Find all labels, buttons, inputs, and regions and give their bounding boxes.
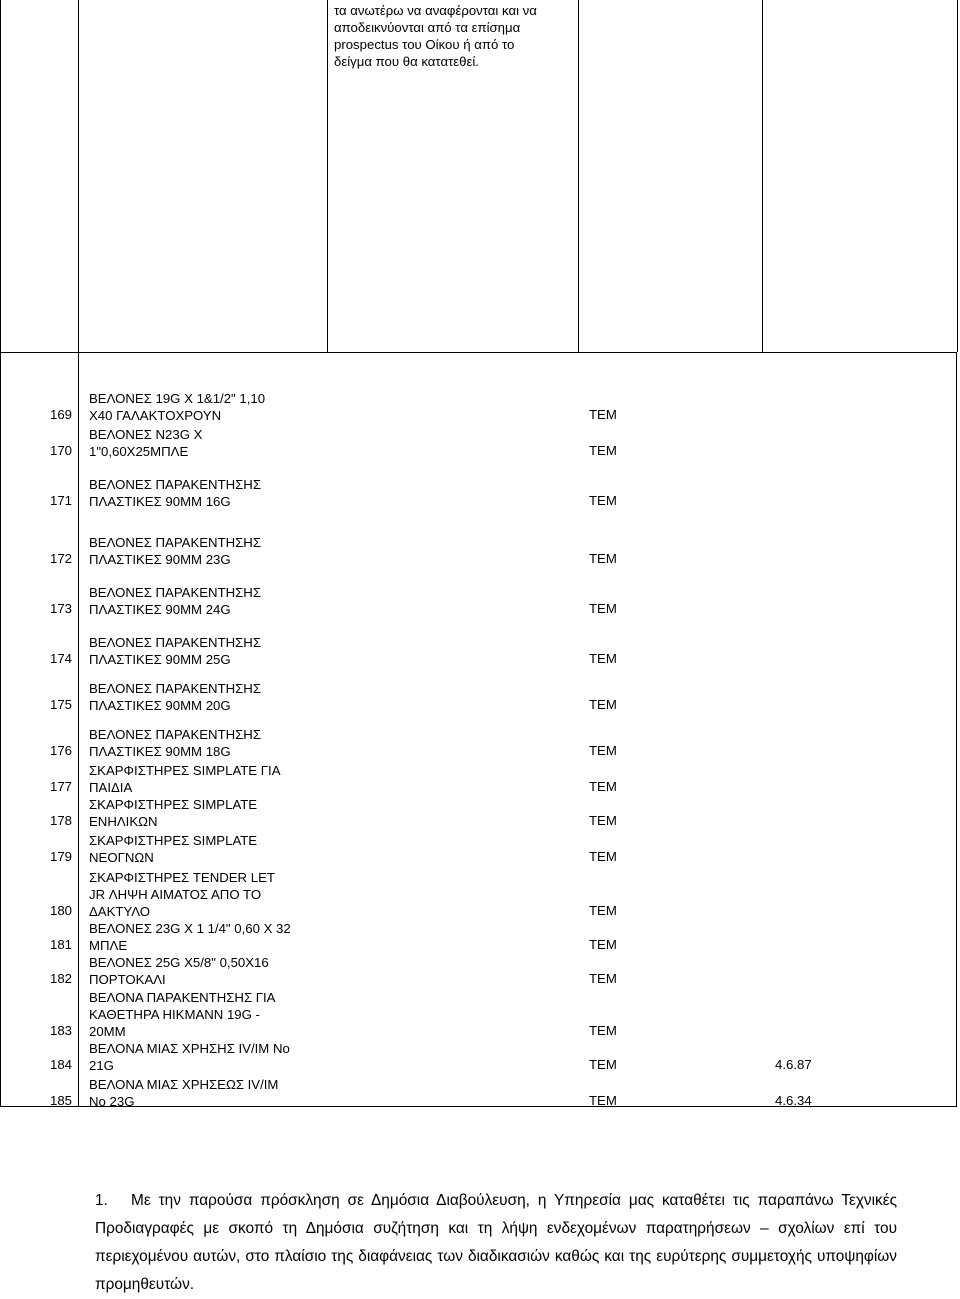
table-row — [0, 830, 957, 866]
row-unit: ΤΕΜ — [589, 651, 617, 666]
row-number: 183 — [49, 1023, 72, 1038]
row-description: ΒΕΛΟΝΕΣ ΠΑΡΑΚΕΝΤΗΣΗΣ ΠΛΑΣΤΙΚΕΣ 90ΜΜ 25G — [89, 635, 261, 667]
row-unit: ΤΕΜ — [589, 493, 617, 508]
table-row — [0, 920, 957, 954]
row-number: 169 — [49, 407, 72, 422]
row-number: 171 — [49, 493, 72, 508]
row-unit: ΤΕΜ — [589, 779, 617, 794]
row-unit: ΤΕΜ — [589, 1023, 617, 1038]
row-description: ΣΚΑΡΦΙΣΤΗΡΕΣ TENDER LET JR ΛΗΨΗ ΑΙΜΑΤΟΣ ΑΠΟ ΤΟ ΔΑΚΤΥΛΟ — [89, 870, 275, 919]
row-number: 178 — [49, 813, 72, 828]
row-description: ΒΕΛΟΝΕΣ ΠΑΡΑΚΕΝΤΗΣΗΣ ΠΛΑΣΤΙΚΕΣ 90ΜΜ 23G — [89, 535, 261, 567]
row-description: ΒΕΛΟΝΕΣ N23G X 1"0,60X25ΜΠΛΕ — [89, 427, 203, 459]
top-table-border-left — [0, 0, 1, 352]
table-row — [0, 796, 957, 830]
row-number: 175 — [49, 697, 72, 712]
top-table-continuation — [0, 0, 960, 352]
row-description: ΒΕΛΟΝΑ ΜΙΑΣ ΧΡΗΣΗΣ IV/IM No 21G — [89, 1041, 290, 1073]
row-unit: ΤΕΜ — [589, 1057, 617, 1072]
row-code: 4.6.34 — [775, 1093, 812, 1108]
row-number: 180 — [49, 903, 72, 918]
table-row — [0, 618, 957, 668]
row-unit: ΤΕΜ — [589, 697, 617, 712]
row-description: ΒΕΛΟΝΑ ΠΑΡΑΚΕΝΤΗΣΗΣ ΓΙΑ ΚΑΘΕΤΗΡΑ HIKMANN 19G - 20MM — [89, 990, 276, 1039]
row-number: 179 — [49, 849, 72, 864]
top-table-separator — [78, 0, 79, 352]
row-code: 4.6.87 — [775, 1057, 812, 1072]
row-unit: ΤΕΜ — [589, 903, 617, 918]
table-row — [0, 668, 957, 714]
row-description: ΣΚΑΡΦΙΣΤΗΡΕΣ SIMPLATE ΝΕΟΓΝΩΝ — [89, 833, 258, 865]
table-row — [0, 988, 957, 1040]
table-row — [0, 1040, 957, 1074]
top-table-separator — [327, 0, 328, 352]
row-number: 172 — [49, 551, 72, 566]
row-number: 184 — [49, 1057, 72, 1072]
row-description: ΒΕΛΟΝΕΣ 25G X5/8" 0,50X16 ΠΟΡΤΟΚΑΛΙ — [89, 955, 269, 987]
row-unit: ΤΕΜ — [589, 1093, 617, 1108]
paragraph-text: Με την παρούσα πρόσκληση σε Δημόσια Διαβούλευση, η Υπηρεσία μας καταθέτει τις παραπάνω Τεχνικές Προδιαγραφές με σκοπό τη Δημόσια συζήτηση και τη λήψη ενδεχομένων παρατηρήσεων – σχολίων επί του περιεχομένου αυτών, στο πλαίσιο της διαφάνειας των διαδικασιών καθώς και της ευρύτερης συμμετοχής υποψηφίων προμηθευτών. — [95, 1192, 897, 1293]
row-description: ΒΕΛΟΝΕΣ ΠΑΡΑΚΕΝΤΗΣΗΣ ΠΛΑΣΤΙΚΕΣ 90ΜΜ 18G — [89, 727, 261, 759]
row-unit: ΤΕΜ — [589, 971, 617, 986]
row-number: 185 — [49, 1093, 72, 1108]
row-number: 182 — [49, 971, 72, 986]
row-number: 176 — [49, 743, 72, 758]
row-description: ΣΚΑΡΦΙΣΤΗΡΕΣ SIMPLATE ΕΝΗΛΙΚΩΝ — [89, 797, 258, 829]
row-unit: ΤΕΜ — [589, 849, 617, 864]
table-row — [0, 760, 957, 796]
row-number: 177 — [49, 779, 72, 794]
row-unit: ΤΕΜ — [589, 443, 617, 458]
table-row — [0, 390, 957, 424]
row-description: ΒΕΛΟΝΕΣ ΠΑΡΑΚΕΝΤΗΣΗΣ ΠΛΑΣΤΙΚΕΣ 90ΜΜ 16G — [89, 477, 261, 509]
table-row — [0, 954, 957, 988]
paragraph-number: 1. — [95, 1192, 108, 1209]
row-unit: ΤΕΜ — [589, 601, 617, 616]
row-unit: ΤΕΜ — [589, 407, 617, 422]
table-row — [0, 460, 957, 510]
row-number: 181 — [49, 937, 72, 952]
row-number: 174 — [49, 651, 72, 666]
top-note-text: τα ανωτέρω να αναφέρονται και να αποδεικνύονται από τα επίσημα prospectus του Οίκου ή από το δείγμα που θα κατατεθεί. — [334, 3, 537, 69]
row-description: ΒΕΛΟΝΕΣ 23G X 1 1/4" 0,60 X 32 ΜΠΛΕ — [89, 921, 291, 953]
row-number: 170 — [49, 443, 72, 458]
consultation-paragraph — [95, 1187, 897, 1299]
table-row — [0, 714, 957, 760]
row-unit: ΤΕΜ — [589, 813, 617, 828]
table-row — [0, 1074, 957, 1110]
row-description: ΒΕΛΟΝΕΣ 19G X 1&1/2" 1,10 X40 ΓΑΛΑΚΤΟΧΡΟΥΝ — [89, 391, 266, 423]
table-row — [0, 510, 957, 568]
top-table-border-right — [957, 0, 958, 352]
table-row — [0, 424, 957, 460]
table-row — [0, 568, 957, 618]
row-description: ΒΕΛΟΝΕΣ ΠΑΡΑΚΕΝΤΗΣΗΣ ΠΛΑΣΤΙΚΕΣ 90ΜΜ 20G — [89, 681, 261, 713]
row-description: ΒΕΛΟΝΑ ΜΙΑΣ ΧΡΗΣΕΩΣ IV/IM No 23G — [89, 1077, 279, 1109]
top-table-separator — [578, 0, 579, 352]
row-unit: ΤΕΜ — [589, 937, 617, 952]
row-number: 173 — [49, 601, 72, 616]
row-description: ΣΚΑΡΦΙΣΤΗΡΕΣ SIMPLATE ΓΙΑ ΠΑΙΔΙΑ — [89, 763, 281, 795]
row-unit: ΤΕΜ — [589, 551, 617, 566]
row-description: ΒΕΛΟΝΕΣ ΠΑΡΑΚΕΝΤΗΣΗΣ ΠΛΑΣΤΙΚΕΣ 90ΜΜ 24G — [89, 585, 261, 617]
table-row — [0, 866, 957, 920]
top-table-separator — [762, 0, 763, 352]
row-unit: ΤΕΜ — [589, 743, 617, 758]
